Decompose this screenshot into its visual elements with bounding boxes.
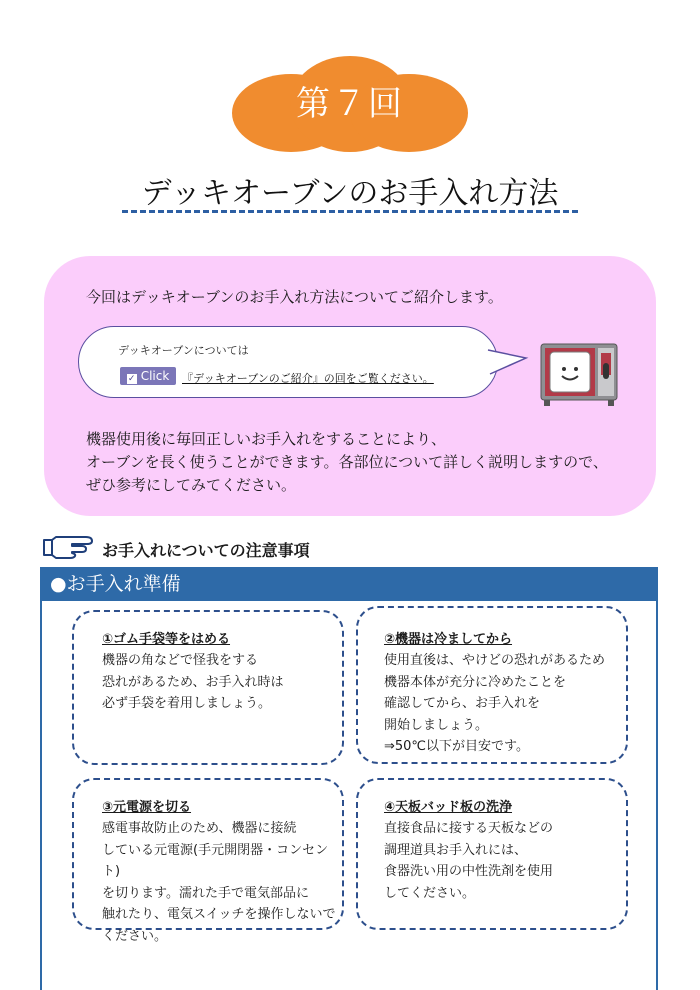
callout-text: デッキオーブンについては <box>118 344 249 357</box>
episode-badge <box>232 56 468 152</box>
speech-bubble <box>78 326 498 398</box>
episode-badge-label: 第７回 <box>296 84 404 124</box>
intro-body-line: 機器使用後に毎回正しいお手入れをすることにより、 <box>86 430 447 448</box>
click-button-label: Click <box>140 369 170 383</box>
card-body: 感電事故防止のため、機器に接続 している元電源(手元開閉器・コンセント) を切ります。濡れた手で電気部品に 触れたり、電気スイッチを操作しないで ください。 <box>102 821 336 944</box>
speech-bubble-tail <box>488 348 528 380</box>
card-title: ③元電源を切る <box>102 800 192 815</box>
card-body: 使用直後は、やけどの恐れがあるため 機器本体が充分に冷めたことを 確認してから、お手入れを 開始しましょう。 ⇒50℃以下が目安です。 <box>384 653 606 754</box>
click-button[interactable] <box>120 367 176 385</box>
card-title: ①ゴム手袋等をはめる <box>102 632 231 647</box>
oven-intro-link[interactable]: 『デッキオーブンのご紹介』の回をご覧ください。 <box>182 372 434 385</box>
prep-card-cool-down <box>356 606 628 764</box>
oven-icon <box>540 343 618 407</box>
prep-card-power-off <box>72 778 344 944</box>
card-title: ④天板バッド板の洗浄 <box>384 800 513 815</box>
card-body: 機器の角などで怪我をする 恐れがあるため、お手入れ時は 必ず手袋を着用しましょう。 <box>102 653 284 711</box>
prep-card-gloves <box>72 610 344 765</box>
page-title: デッキオーブンのお手入れ方法 <box>141 176 559 211</box>
intro-lead-text: 今回はデッキオーブンのお手入れ方法についてご紹介します。 <box>86 288 503 306</box>
notes-heading: お手入れについての注意事項 <box>102 541 310 560</box>
prep-card-tray-wash <box>356 778 628 930</box>
intro-body <box>86 428 626 497</box>
pointing-hand-icon <box>42 534 96 560</box>
card-title: ②機器は冷ましてから <box>384 632 513 647</box>
intro-body-line: オーブンを長く使うことができます。各部位について詳しく説明しますので、 <box>86 453 608 471</box>
prep-header: ●お手入れ準備 <box>40 567 658 601</box>
title-underline <box>122 210 578 213</box>
checkbox-icon: ✓ <box>127 374 136 384</box>
card-body: 直接食品に接する天板などの 調理道具お手入れには、 食器洗い用の中性洗剤を使用 してください。 <box>384 821 554 901</box>
intro-body-line: ぜひ参考にしてみてください。 <box>86 476 297 494</box>
